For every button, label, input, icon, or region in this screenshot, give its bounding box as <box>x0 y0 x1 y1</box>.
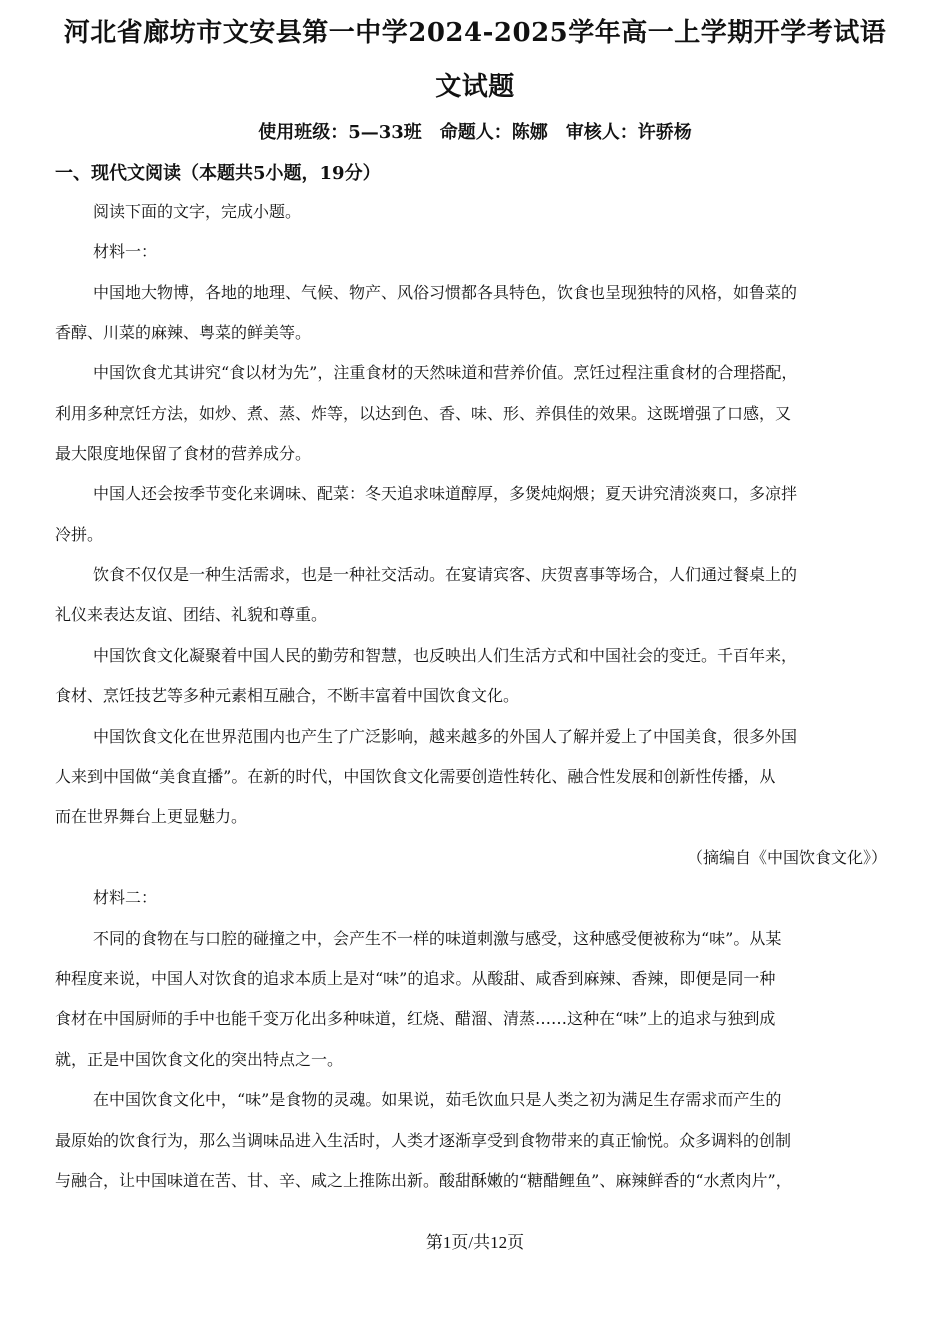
paragraph-line: 中国饮食文化在世界范围内也产生了广泛影响，越来越多的外国人了解并爱上了中国美食，很多外国 <box>93 727 798 746</box>
paragraph-line: 与融合，让中国味道在苦、甘、辛、咸之上推陈出新。酸甜酥嫩的“糖醋鲤鱼”、麻辣鲜香的“水煮肉片”， <box>55 1171 792 1190</box>
material-one-label: 材料一： <box>93 242 158 261</box>
paragraph-line: 中国地大物博，各地的地理、气候、物产、风俗习惯都各具特色，饮食也呈现独特的风格，如鲁菜的 <box>93 283 798 302</box>
source-citation: （摘编自《中国饮食文化》） <box>686 848 887 867</box>
paragraph-line: 香醇、川菜的麻辣、粤菜的鲜美等。 <box>55 323 312 342</box>
paragraph-line: 最原始的饮食行为，那么当调味品进入生活时，人类才逐渐享受到食物带来的真正愉悦。众多调料的创制 <box>55 1131 792 1150</box>
exam-meta-info: 使用班级：5—33班 命题人：陈娜 审核人：许骄杨 <box>258 122 692 143</box>
material-two-label: 材料二： <box>93 888 158 907</box>
paragraph-line: 中国饮食尤其讲究“食以材为先”，注重食材的天然味道和营养价值。烹饪过程注重食材的合理搭配， <box>93 363 798 382</box>
instruction-text: 阅读下面的文字，完成小题。 <box>93 202 302 221</box>
section-heading: 一、现代文阅读（本题共5小题，19分） <box>55 163 381 184</box>
page-number: 第1页/共12页 <box>425 1233 525 1252</box>
exam-title-line-2: 文试题 <box>435 72 515 102</box>
paragraph-line: 食材在中国厨师的手中也能千变万化出多种味道，红烧、醋溜、清蒸……这种在“味”上的追求与独到成 <box>55 1009 776 1028</box>
paragraph-line: 饮食不仅仅是一种生活需求，也是一种社交活动。在宴请宾客、庆贺喜事等场合，人们通过餐桌上的 <box>93 565 798 584</box>
paragraph-line: 利用多种烹饪方法，如炒、煮、蒸、炸等，以达到色、香、味、形、养俱佳的效果。这既增强了口感，又 <box>55 404 792 423</box>
paragraph-line: 中国人还会按季节变化来调味、配菜：冬天追求味道醇厚，多煲炖焖煨；夏天讲究清淡爽口，多凉拌 <box>93 484 798 503</box>
paragraph-line: 而在世界舞台上更显魅力。 <box>55 807 248 826</box>
paragraph-line: 人来到中国做“美食直播”。在新的时代，中国饮食文化需要创造性转化、融合性发展和创新性传播，从 <box>55 767 776 786</box>
paragraph-line: 中国饮食文化凝聚着中国人民的勤劳和智慧，也反映出人们生活方式和中国社会的变迁。千百年来， <box>93 646 798 665</box>
paragraph-line: 种程度来说，中国人对饮食的追求本质上是对“味”的追求。从酸甜、咸香到麻辣、香辣，即便是同一种 <box>55 969 776 988</box>
exam-title-line-1: 河北省廊坊市文安县第一中学2024-2025学年高一上学期开学考试语 <box>63 18 887 48</box>
paragraph-line: 冷拼。 <box>55 525 104 544</box>
paragraph-line: 在中国饮食文化中，“味”是食物的灵魂。如果说，茹毛饮血只是人类之初为满足生存需求而产生的 <box>93 1090 782 1109</box>
paragraph-line: 不同的食物在与口腔的碰撞之中，会产生不一样的味道刺激与感受，这种感受便被称为“味”。从某 <box>93 929 782 948</box>
paragraph-line: 最大限度地保留了食材的营养成分。 <box>55 444 312 463</box>
paragraph-line: 食材、烹饪技艺等多种元素相互融合，不断丰富着中国饮食文化。 <box>55 686 520 705</box>
paragraph-line: 就，正是中国饮食文化的突出特点之一。 <box>55 1050 344 1069</box>
paragraph-line: 礼仪来表达友谊、团结、礼貌和尊重。 <box>55 605 328 624</box>
